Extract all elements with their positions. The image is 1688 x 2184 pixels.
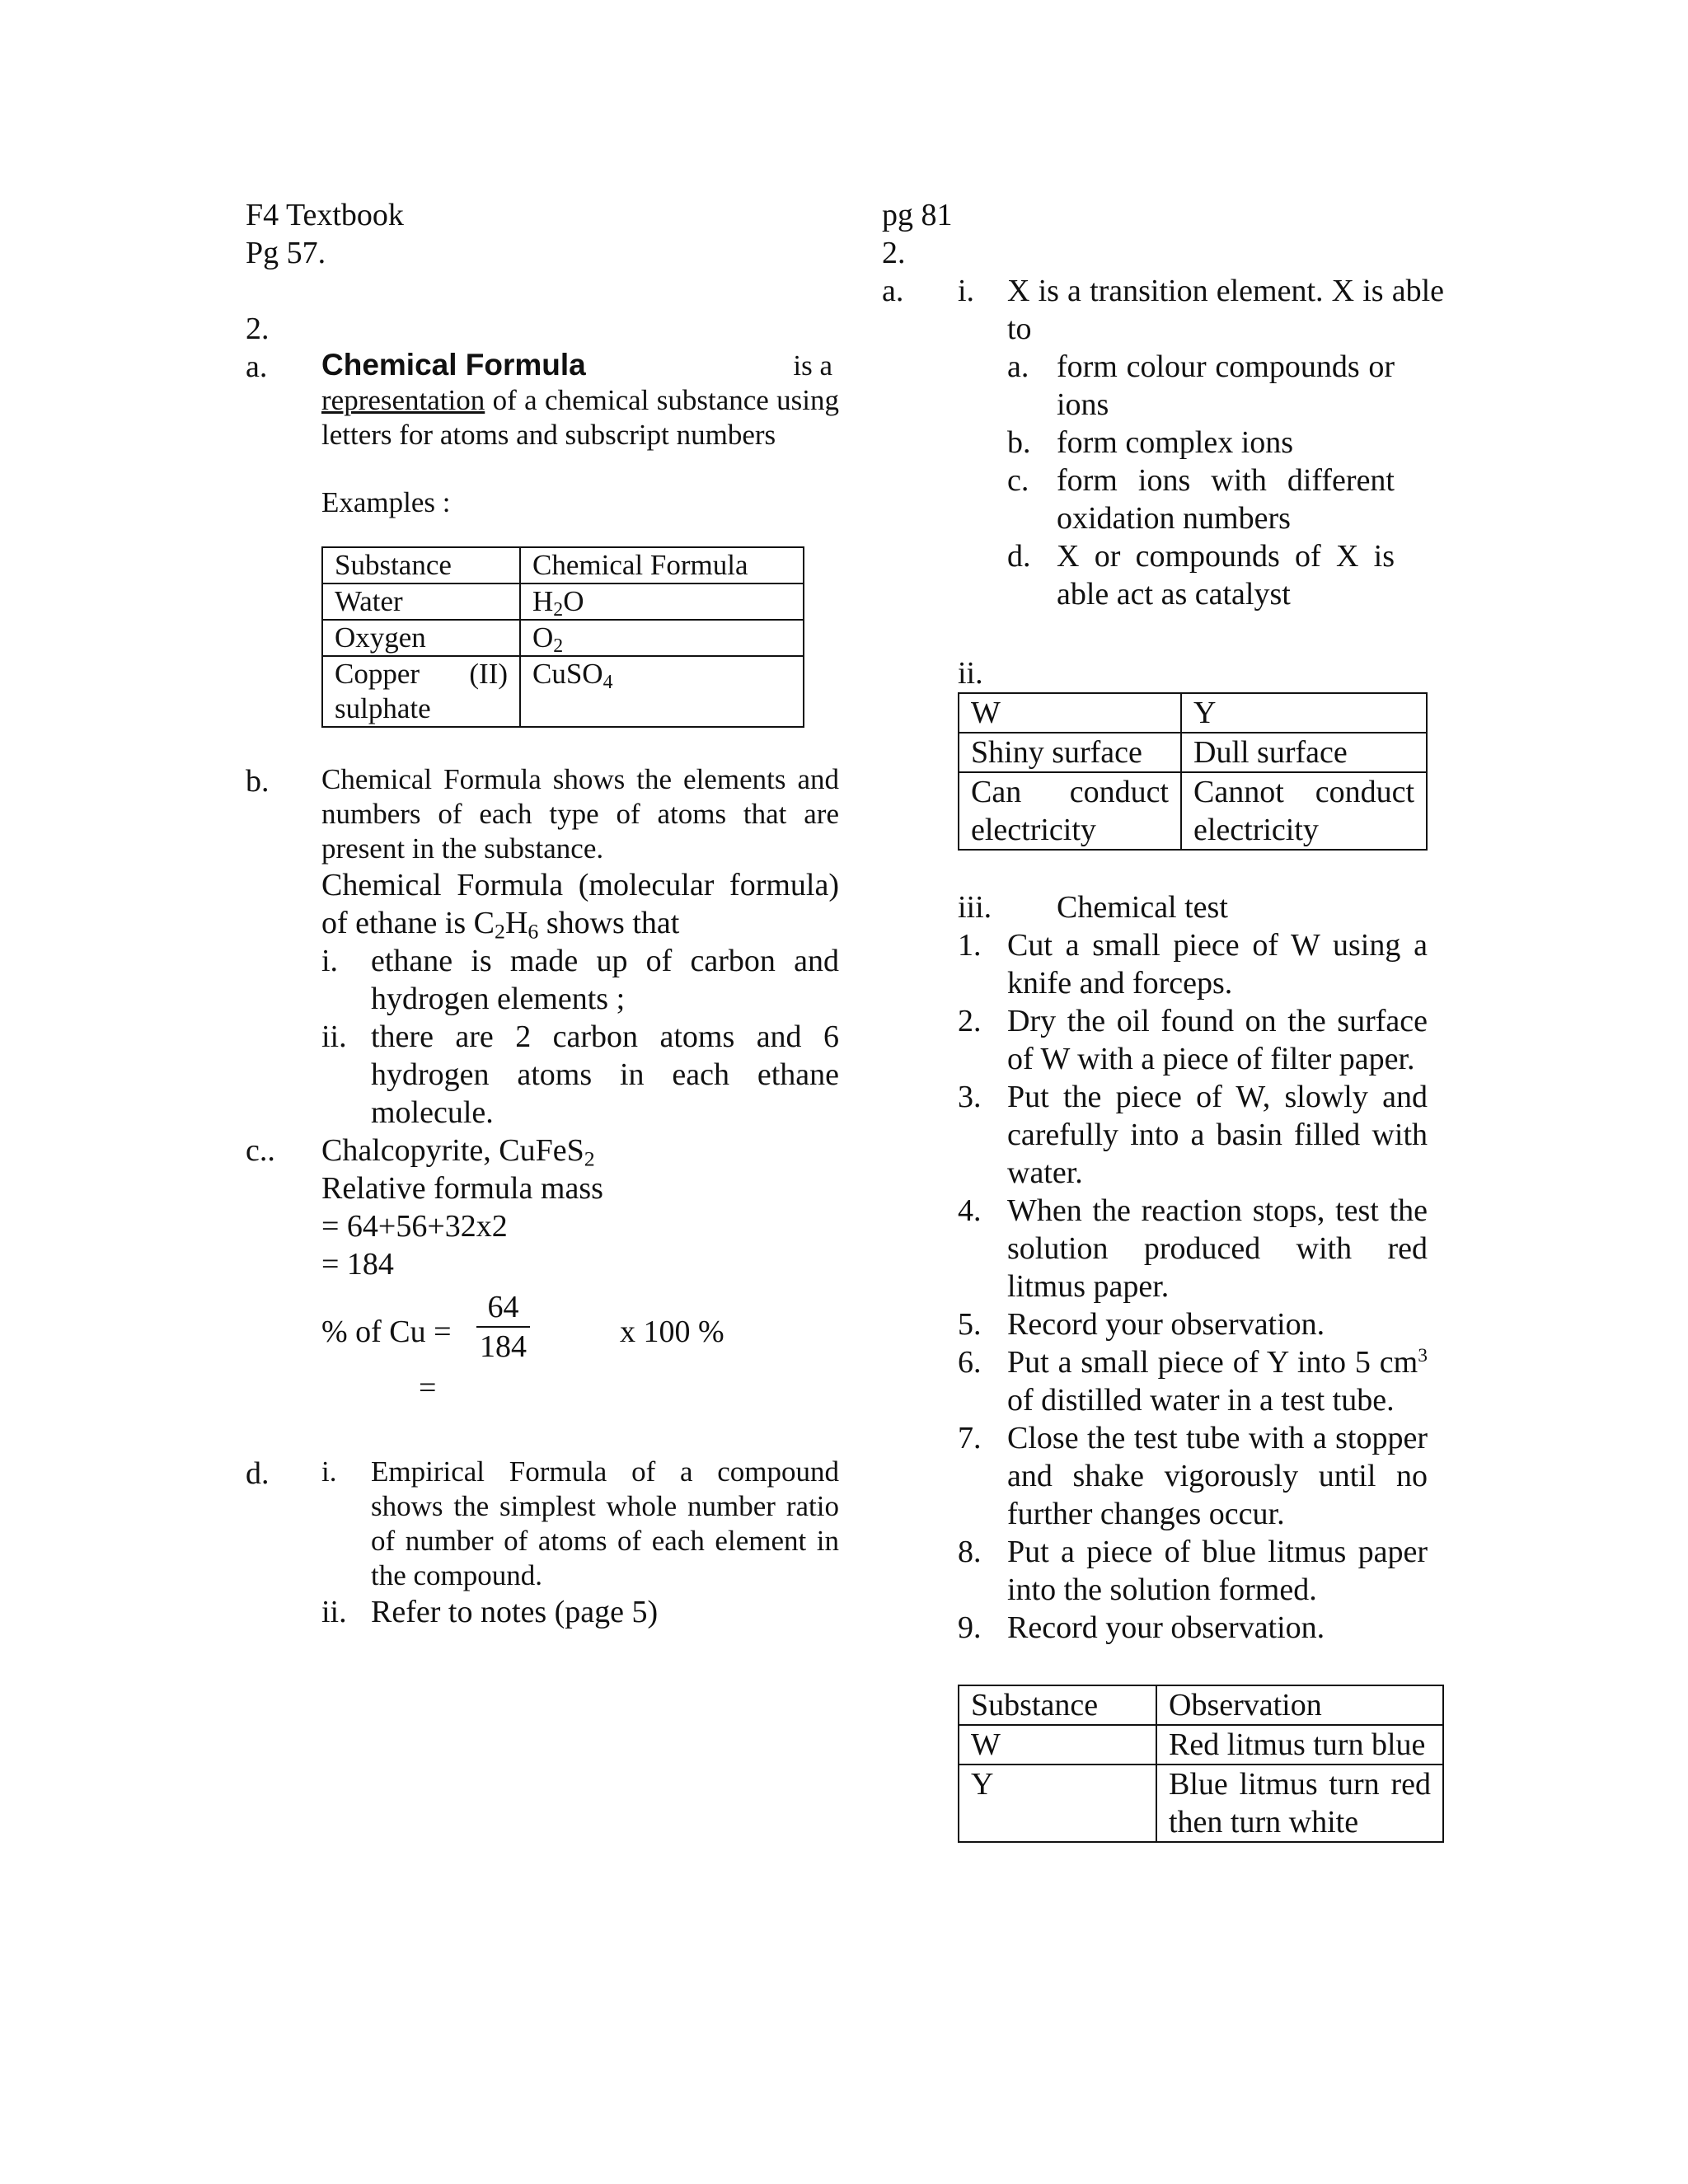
table-header-cell: Chemical Formula [520,547,804,583]
percent-formula [321,1288,839,1371]
chemical-formula-definition [321,348,839,452]
list-item: 5. Record your observation. [958,1307,1325,1342]
table-cell: Shiny surface [959,733,1181,772]
list-item: ii. there are 2 carbon atoms and 6 hydrogen atoms in each ethane molecule. [321,1019,839,1130]
section-c [246,1132,839,1407]
table-cell: CuSO$_4$ [520,656,804,727]
header-page: pg 81 [882,198,953,232]
spacer [246,272,839,310]
examples-label: Examples : [321,486,451,518]
list-item: 9. Record your observation. [958,1610,1325,1645]
table-header-cell: Observation [1156,1685,1443,1725]
term-chemical-formula: Chemical Formula [321,348,586,382]
table-header-cell: Substance [322,547,520,583]
list-item: 2. Dry the oil found on the surface of W with a piece of filter paper. [958,1004,1428,1076]
list-item: 4. When the reaction stops, test the solution produced with red litmus paper. [958,1193,1428,1304]
header-title: F4 Textbook [246,198,404,232]
left-column [246,196,839,1631]
ethane-formula-text: Chemical Formula (molecular formula) of ethane is $C_2H_6$ shows that [321,868,839,944]
item-iii-heading: iii. Chemical test [958,890,1228,925]
header-page: Pg 57. [246,236,326,270]
table-header-row [959,1685,1443,1725]
section-c-label: c.. [246,1133,275,1168]
calc-line-2: = 184 [321,1247,394,1282]
table-header-cell: Y [1181,693,1427,733]
table-row [959,1765,1443,1842]
table-cell: Red litmus turn blue [1156,1725,1443,1765]
table-header-cell: W [959,693,1181,733]
is-a-text: is a [793,349,832,382]
list-item: 6. Put a small piece of Y into 5 $cm^3$ of distilled water in a test tube. [958,1345,1428,1418]
examples-table [321,546,804,728]
section-b [246,762,839,1132]
section-b-label: b. [246,764,270,799]
table-header-row [322,547,804,583]
table-cell: $O_2$ [520,620,804,656]
table-cell: Oxygen [322,620,520,656]
section-a [246,348,839,728]
comparison-table [958,692,1428,851]
list-item: a. form colour compounds or ions [1007,349,1395,422]
calc-line-1: = 64+56+32x2 [321,1209,508,1244]
item-ii-label: ii. [958,656,983,691]
denominator: 184 [480,1329,527,1364]
multiplier: x 100 % [620,1315,724,1349]
list-item: 3. Put the piece of W, slowly and carefully into a basin filled with water. [958,1080,1428,1190]
list-item: 7. Close the test tube with a stopper and shake vigorously until no further changes occur. [958,1421,1428,1531]
item-i: i. X is a transition element. X is able to [958,274,1444,346]
table-cell: $H_2O$ [520,583,804,620]
table-cell: Dull surface [1181,733,1427,772]
section-a-label: a. [882,274,904,308]
table-row [322,620,804,656]
table-cell: Cannot conduct electricity [1181,772,1427,850]
table-cell: Can conduct electricity [959,772,1181,850]
list-item: b. form complex ions [1007,425,1294,460]
observation-table [958,1685,1444,1843]
table-cell: Blue litmus turn red then turn white [1156,1765,1443,1842]
table-cell: Water [322,583,520,620]
section-d [246,1455,839,1631]
underlined-word: representation [321,384,485,416]
list-item: i. Empirical Formula of a compound shows the simplest whole number ratio of number of atoms of each element in the compound. [321,1455,839,1591]
list-item: 8. Put a piece of blue litmus paper into the solution formed. [958,1535,1428,1607]
table-row [959,1725,1443,1765]
right-column [882,196,1442,1843]
section-d-label: d. [246,1456,270,1491]
mineral-text: Chalcopyrite, CuFeS$_2$ [321,1133,595,1171]
list-item: ii. Refer to notes (page 5) [321,1595,659,1629]
list-item: c. form ions with different oxidation numbers [1007,463,1395,536]
section-a [882,272,1442,613]
fraction [476,1288,530,1366]
table-row [322,583,804,620]
table-header-cell: Substance [959,1685,1156,1725]
question-number: 2. [246,312,270,346]
equals-sign: = [419,1371,437,1405]
table-row [959,733,1427,772]
table-cell: W [959,1725,1156,1765]
percent-label: % of Cu = [321,1315,452,1349]
definition-rest: of a chemical substance using letters for atoms and subscript numbers [321,384,840,451]
table-cell: Copper (II) sulphate [322,656,520,727]
table-cell: Y [959,1765,1156,1842]
list-item: i. ethane is made up of carbon and hydrogen elements ; [321,944,839,1016]
section-b-text: Chemical Formula shows the elements and numbers of each type of atoms that are present in the substance. [321,763,839,865]
table-row [959,772,1427,850]
rfm-label: Relative formula mass [321,1171,603,1206]
steps-list [958,926,1428,1647]
list-item: d. X or compounds of X is able act as catalyst [1007,539,1395,612]
table-header-row [959,693,1427,733]
section-a-label: a. [246,349,268,384]
numerator: 64 [476,1288,530,1328]
question-number: 2. [882,236,906,270]
list-item: 1. Cut a small piece of W using a knife and forceps. [958,928,1428,1001]
table-row [322,656,804,727]
